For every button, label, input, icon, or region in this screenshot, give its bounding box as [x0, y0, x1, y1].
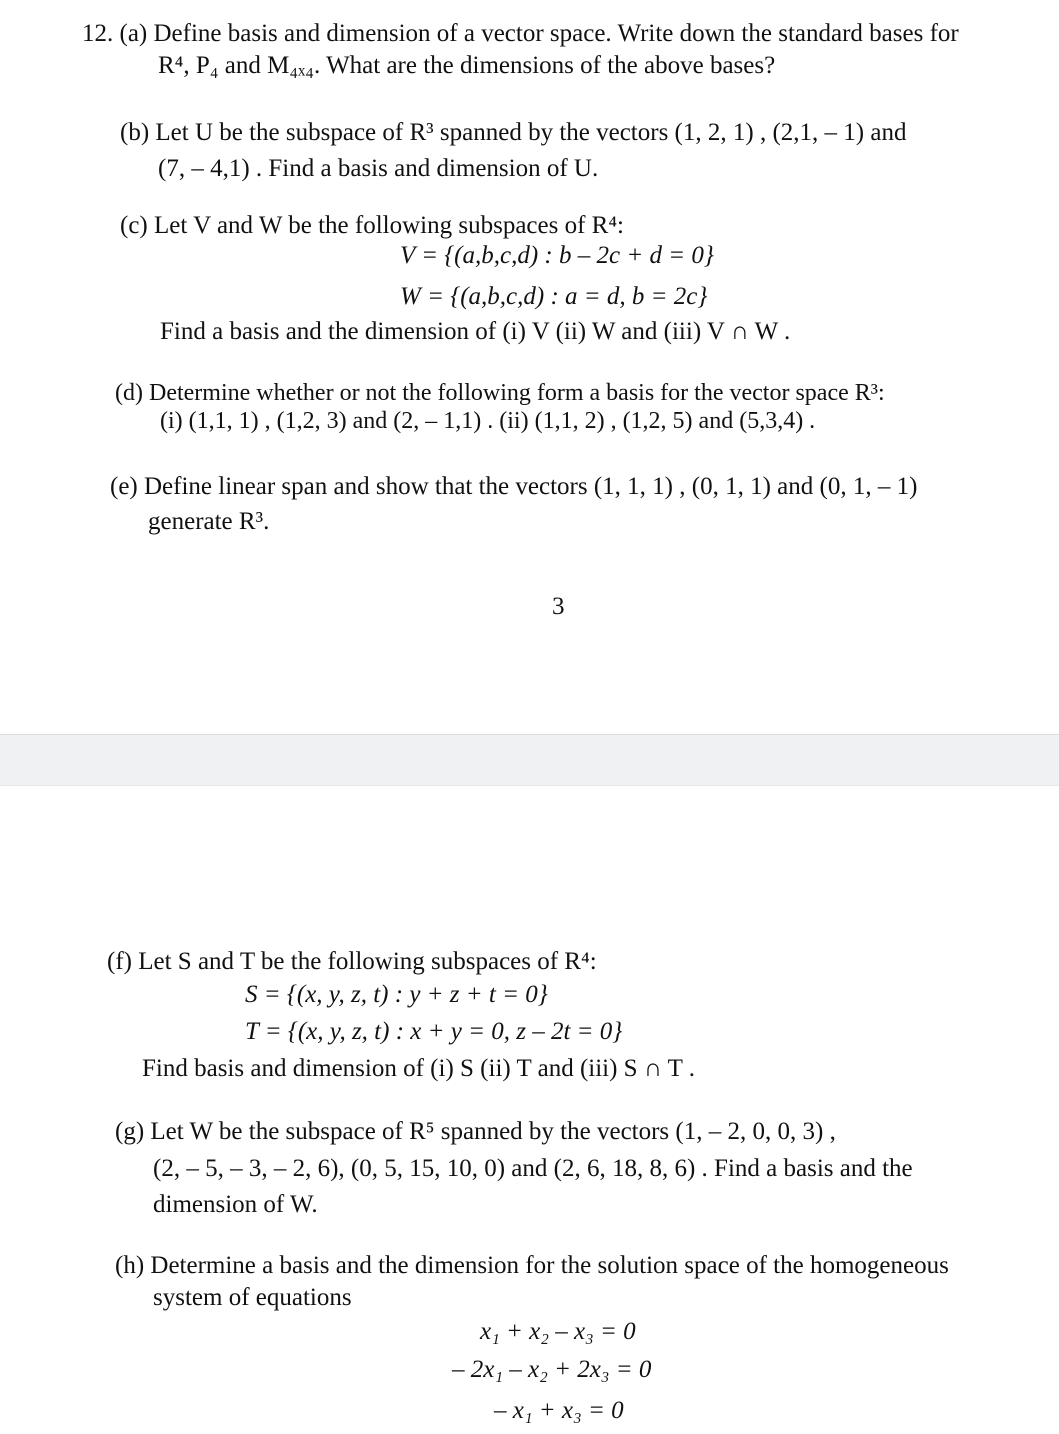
question-12b-line-1: (b) Let U be the subspace of R³ spanned by the vectors (1, 2, 1) , (2,1, – 1) and	[120, 119, 907, 146]
question-12h-line-2: system of equations	[153, 1284, 352, 1311]
question-12a-line-1: 12. (a) Define basis and dimension of a vector space. Write down the standard bases for	[82, 20, 959, 47]
question-12d-line-1: (d) Determine whether or not the following form a basis for the vector space R³:	[115, 380, 885, 406]
question-12e-line-1: (e) Define linear span and show that the vectors (1, 1, 1) , (0, 1, 1) and (0, 1, – 1)	[110, 473, 918, 500]
system-equation-2: – 2x₁ – x₂ + 2x₃ = 0	[452, 1356, 652, 1383]
subspace-s-equation: S = {(x, y, z, t) : y + z + t = 0}	[245, 981, 548, 1008]
question-12g-line-2: (2, – 5, – 3, – 2, 6), (0, 5, 15, 10, 0) and (2, 6, 18, 8, 6) . Find a basis and the	[153, 1155, 913, 1182]
question-12e-line-2: generate R³.	[148, 508, 270, 535]
question-12f-line-1: (f) Let S and T be the following subspaces of R⁴:	[107, 948, 597, 975]
question-12c-line-2: Find a basis and the dimension of (i) V (ii) W and (iii) V ∩ W .	[160, 318, 791, 345]
system-equation-1: x₁ + x₂ – x₃ = 0	[480, 1318, 636, 1345]
question-12h-line-1: (h) Determine a basis and the dimension for the solution space of the homogeneous	[115, 1252, 949, 1279]
question-12a-line-2: R⁴, P₄ and M₄ₓ₄. What are the dimensions of the above bases?	[158, 52, 776, 79]
question-12g-line-1: (g) Let W be the subspace of R⁵ spanned by the vectors (1, – 2, 0, 0, 3) ,	[115, 1118, 836, 1145]
question-12c-line-1: (c) Let V and W be the following subspaces of R⁴:	[120, 212, 624, 239]
question-12g-line-3: dimension of W.	[153, 1191, 318, 1218]
subspace-w-equation: W = {(a,b,c,d) : a = d, b = 2c}	[400, 283, 708, 310]
subspace-v-equation: V = {(a,b,c,d) : b – 2c + d = 0}	[400, 242, 714, 269]
page-number: 3	[552, 593, 565, 620]
question-12b-line-2: (7, – 4,1) . Find a basis and dimension of U.	[158, 155, 599, 182]
system-equation-3: – x₁ + x₃ = 0	[494, 1397, 624, 1424]
page-separator	[0, 734, 1059, 786]
question-12d-line-2: (i) (1,1, 1) , (1,2, 3) and (2, – 1,1) . (ii) (1,1, 2) , (1,2, 5) and (5,3,4) .	[160, 408, 816, 434]
question-12f-line-2: Find basis and dimension of (i) S (ii) T and (iii) S ∩ T .	[142, 1055, 696, 1082]
subspace-t-equation: T = {(x, y, z, t) : x + y = 0, z – 2t = 0}	[245, 1018, 623, 1045]
